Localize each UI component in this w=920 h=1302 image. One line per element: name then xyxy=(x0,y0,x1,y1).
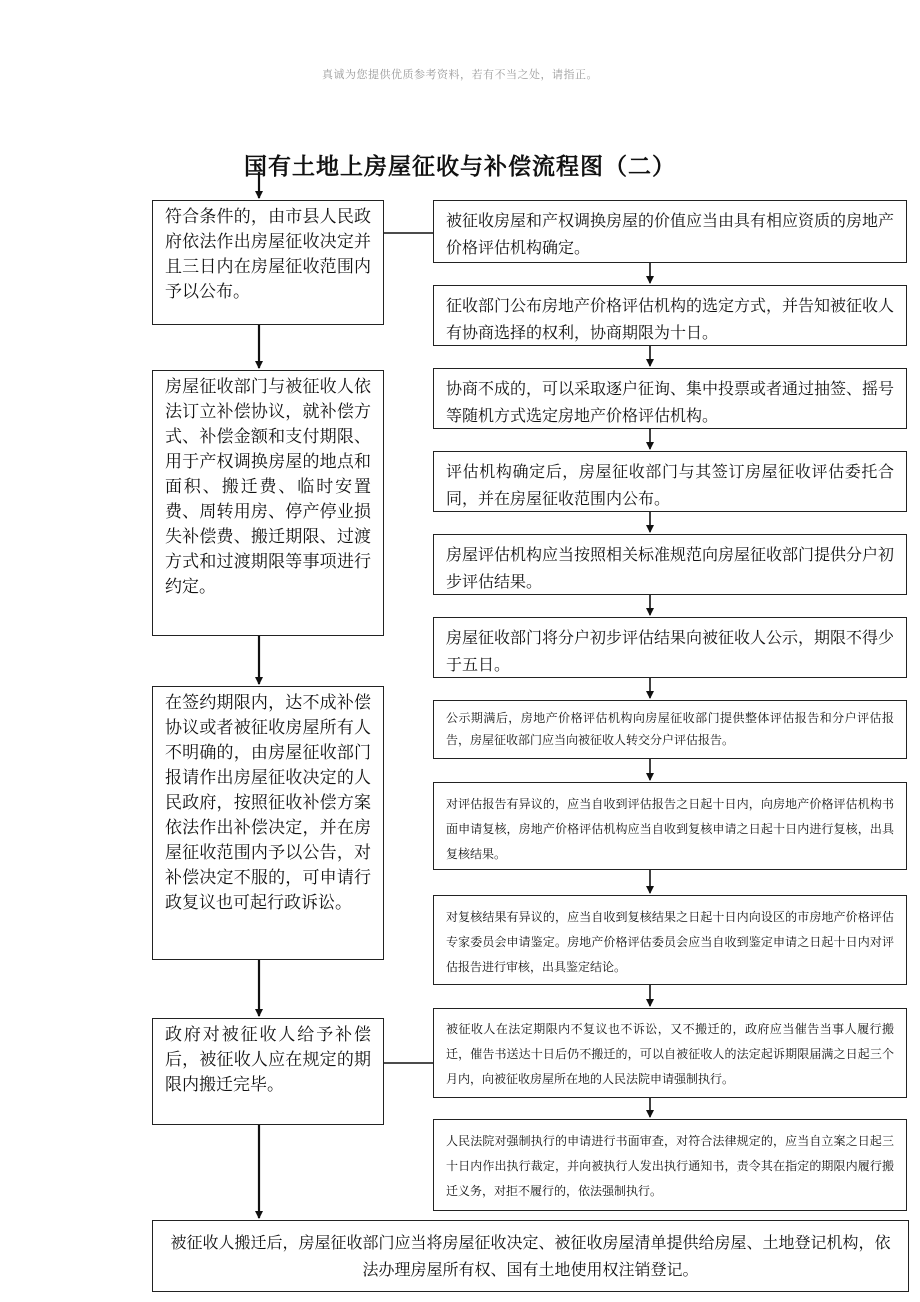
watermark: 真诚为您提供优质参考资料，若有不当之处，请指正。 xyxy=(322,68,598,81)
right-step-3: 协商不成的，可以采取逐户征询、集中投票或者通过抽签、摇号等随机方式选定房地产价格评估机构。 xyxy=(433,368,907,429)
right-step-6: 房屋征收部门将分户初步评估结果向被征收人公示，期限不得少于五日。 xyxy=(433,617,907,678)
right-step-8: 对评估报告有异议的，应当自收到评估报告之日起十日内，向房地产价格评估机构书面申请复核，房地产价格评估机构应当自收到复核申请之日起十日内进行复核，出具复核结果。 xyxy=(433,782,907,870)
left-step-2: 房屋征收部门与被征收人依法订立补偿协议，就补偿方式、补偿金额和支付期限、用于产权调换房屋的地点和面积、搬迁费、临时安置费、周转用房、停产停业损失补偿费、搬迁期限、过渡方式和过渡期限等事项进行约定。 xyxy=(152,370,384,636)
right-step-9: 对复核结果有异议的，应当自收到复核结果之日起十日内向设区的市房地产价格评估专家委员会申请鉴定。房地产价格评估委员会应当自收到鉴定申请之日起十日内对评估报告进行审核，出具鉴定结论。 xyxy=(433,895,907,985)
final-step: 被征收人搬迁后，房屋征收部门应当将房屋征收决定、被征收房屋清单提供给房屋、土地登记机构，依法办理房屋所有权、国有土地使用权注销登记。 xyxy=(152,1220,909,1292)
left-step-4: 政府对被征收人给予补偿后，被征收人应在规定的期限内搬迁完毕。 xyxy=(152,1018,384,1125)
page-title: 国有土地上房屋征收与补偿流程图（二） xyxy=(244,153,676,180)
right-step-11: 人民法院对强制执行的申请进行书面审查，对符合法律规定的，应当自立案之日起三十日内作出执行裁定，并向被执行人发出执行通知书，责令其在指定的期限内履行搬迁义务，对拒不履行的，依法强制执行。 xyxy=(433,1119,907,1211)
left-step-1: 符合条件的，由市县人民政府依法作出房屋征收决定并且三日内在房屋征收范围内予以公布。 xyxy=(152,200,384,325)
right-step-2: 征收部门公布房地产价格评估机构的选定方式，并告知被征收人有协商选择的权利，协商期限为十日。 xyxy=(433,285,907,346)
right-step-1: 被征收房屋和产权调换房屋的价值应当由具有相应资质的房地产价格评估机构确定。 xyxy=(433,200,907,263)
right-step-7: 公示期满后，房地产价格评估机构向房屋征收部门提供整体评估报告和分户评估报告，房屋征收部门应当向被征收人转交分户评估报告。 xyxy=(433,700,907,759)
right-step-5: 房屋评估机构应当按照相关标准规范向房屋征收部门提供分户初步评估结果。 xyxy=(433,534,907,595)
right-step-10: 被征收人在法定期限内不复议也不诉讼，又不搬迁的，政府应当催告当事人履行搬迁，催告书送达十日后仍不搬迁的，可以自被征收人的法定起诉期限届满之日起三个月内，向被征收房屋所在地的人民法院申请强制执行。 xyxy=(433,1008,907,1098)
right-step-4: 评估机构确定后，房屋征收部门与其签订房屋征收评估委托合同，并在房屋征收范围内公布。 xyxy=(433,451,907,512)
left-step-3: 在签约期限内，达不成补偿协议或者被征收房屋所有人不明确的，由房屋征收部门报请作出房屋征收决定的人民政府，按照征收补偿方案依法作出补偿决定，并在房屋征收范围内予以公告，对补偿决定不服的，可申请行政复议也可起行政诉讼。 xyxy=(152,686,384,960)
